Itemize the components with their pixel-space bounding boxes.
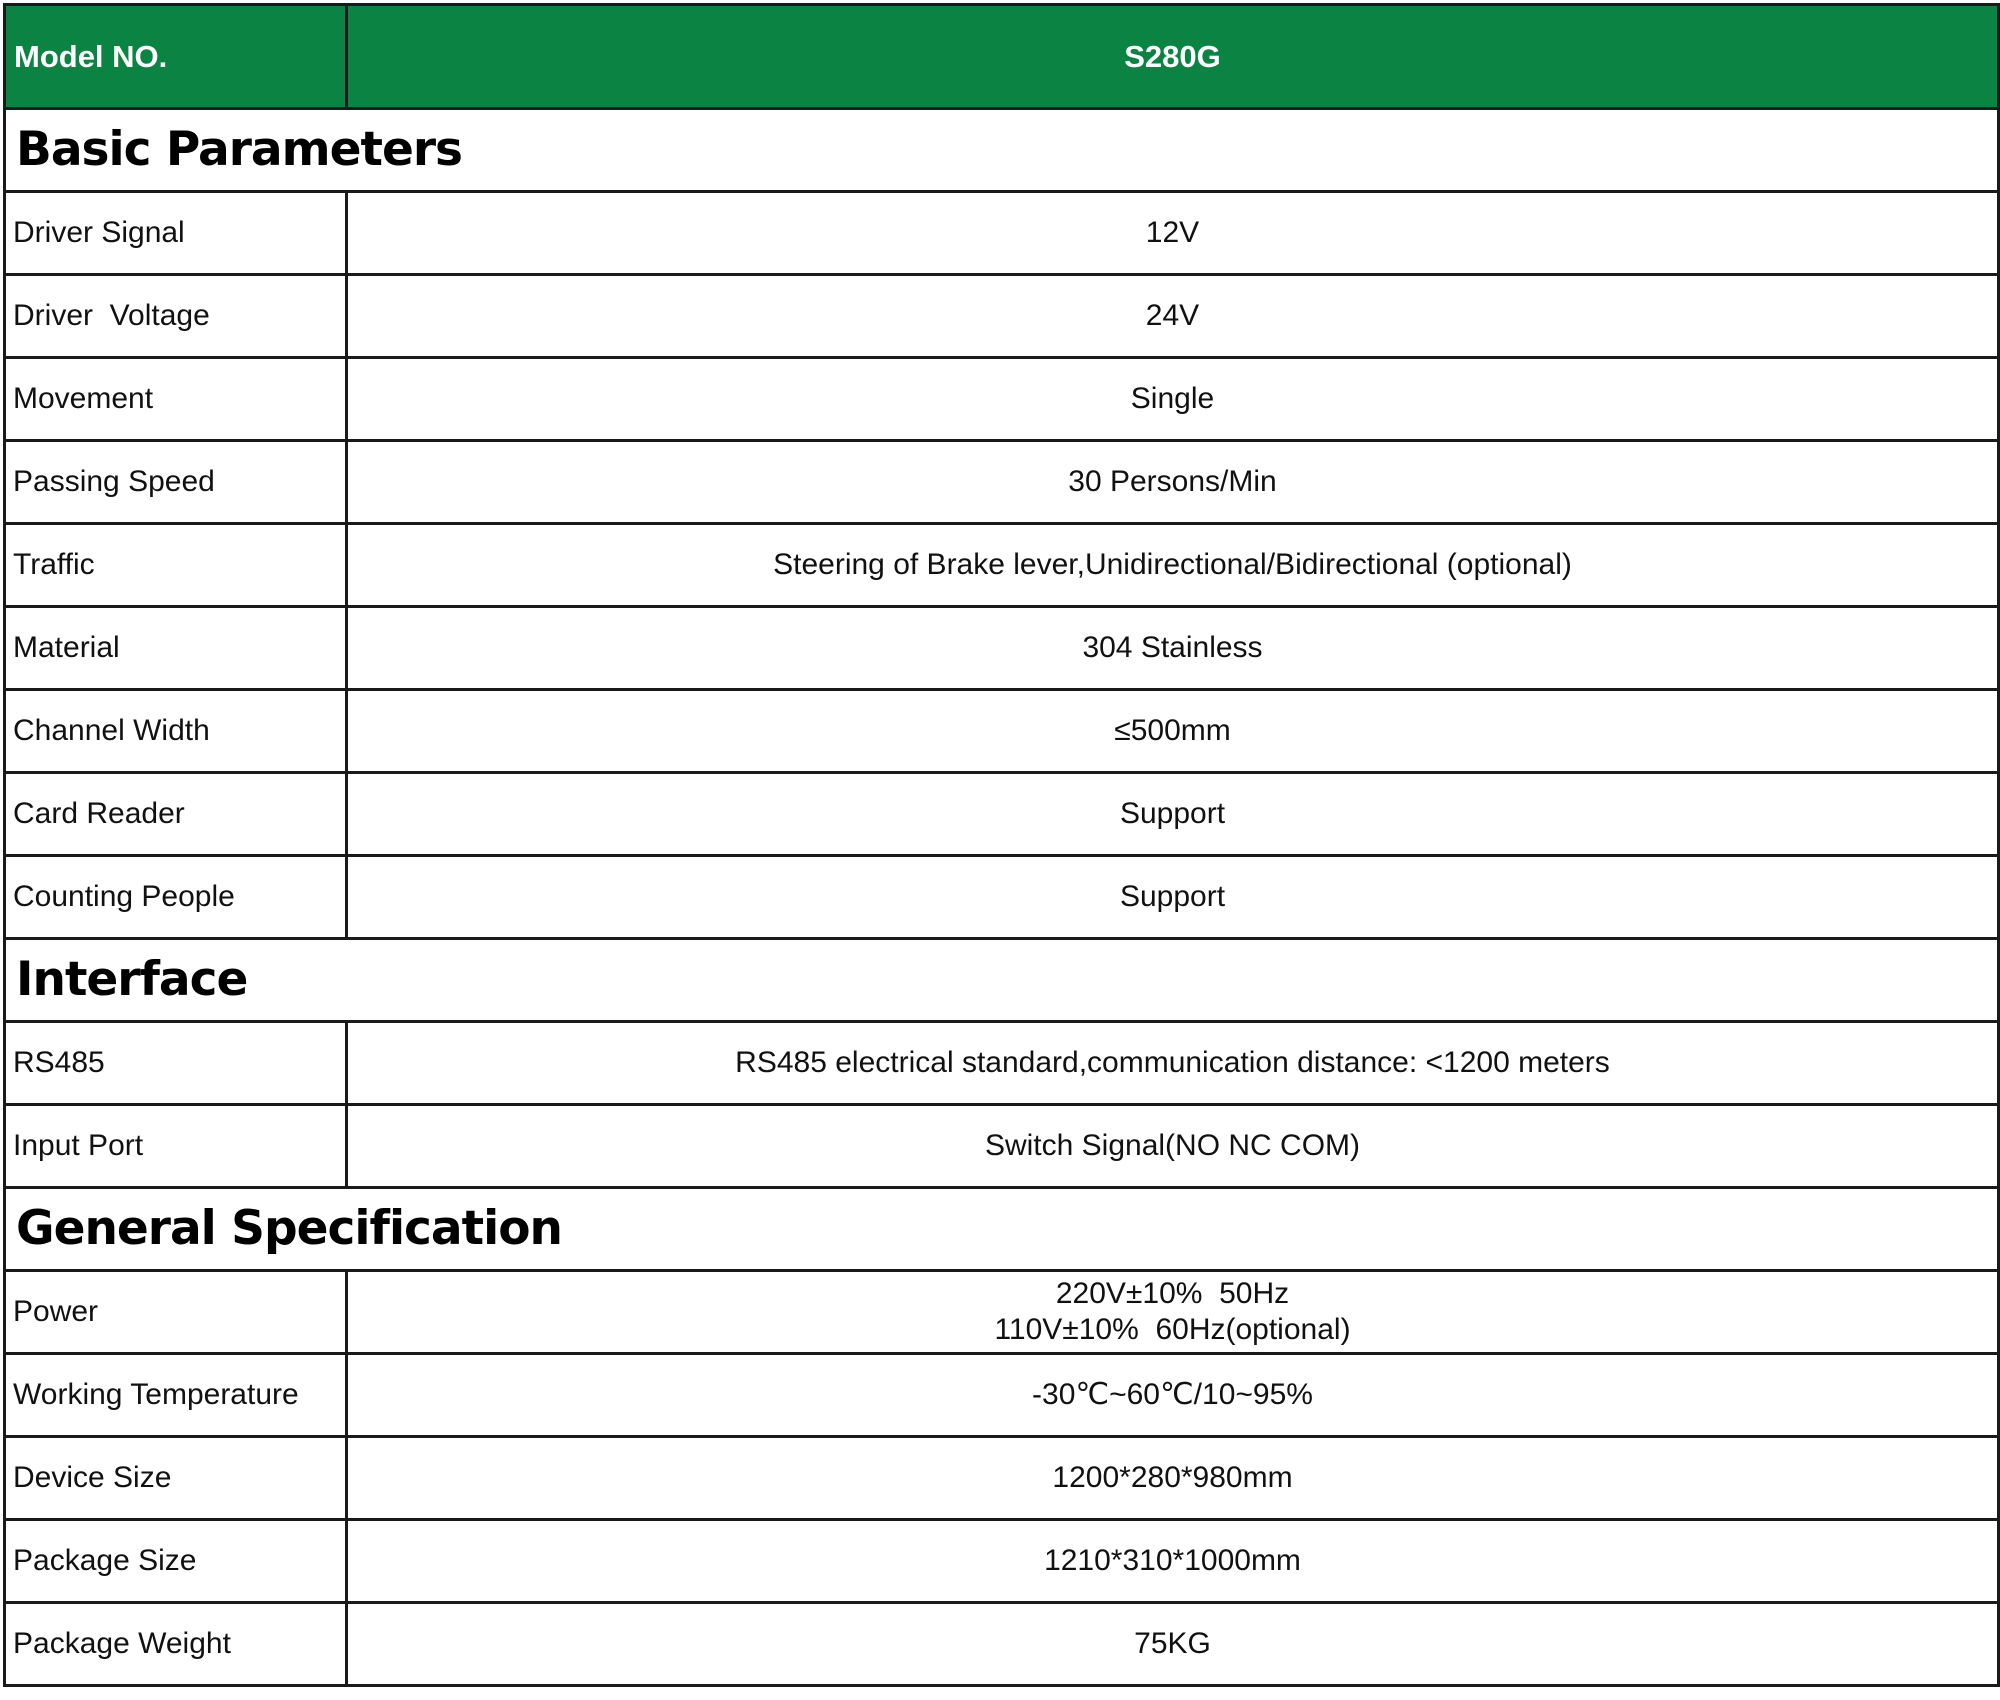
row-label: Channel Width	[5, 690, 347, 773]
row-label: Power	[5, 1271, 347, 1354]
row-value: Steering of Brake lever,Unidirectional/Bidirectional (optional)	[347, 524, 1999, 607]
row-passing-speed	[5, 441, 1999, 524]
row-value: 304 Stainless	[347, 607, 1999, 690]
row-label: Counting People	[5, 856, 347, 939]
row-label: Device Size	[5, 1437, 347, 1520]
power-value-line: 220V±10% 50Hz	[1055, 1277, 1290, 1310]
model-value: S280G	[347, 5, 1999, 109]
row-label: Movement	[5, 358, 347, 441]
row-value: -30℃~60℃/10~95%	[347, 1354, 1999, 1437]
row-label: Material	[5, 607, 347, 690]
row-channel-width	[5, 690, 1999, 773]
row-value	[347, 1271, 1999, 1354]
section-title: Basic Parameters	[5, 109, 1999, 192]
row-package-size	[5, 1520, 1999, 1603]
row-label: Traffic	[5, 524, 347, 607]
model-label: Model NO.	[5, 5, 347, 109]
row-driver-signal	[5, 192, 1999, 275]
row-input-port	[5, 1105, 1999, 1188]
row-label: Package Weight	[5, 1603, 347, 1686]
row-package-weight	[5, 1603, 1999, 1686]
row-label: Input Port	[5, 1105, 347, 1188]
row-value: 24V	[347, 275, 1999, 358]
row-driver-voltage	[5, 275, 1999, 358]
section-title: General Specification	[5, 1188, 1999, 1271]
row-label: Working Temperature	[5, 1354, 347, 1437]
row-value: Support	[347, 856, 1999, 939]
row-value: Support	[347, 773, 1999, 856]
row-movement	[5, 358, 1999, 441]
row-value: 1210*310*1000mm	[347, 1520, 1999, 1603]
row-traffic	[5, 524, 1999, 607]
section-title: Interface	[5, 939, 1999, 1022]
row-rs485	[5, 1022, 1999, 1105]
row-value: Switch Signal(NO NC COM)	[347, 1105, 1999, 1188]
row-value: RS485 electrical standard,communication distance: <1200 meters	[347, 1022, 1999, 1105]
section-heading-interface	[5, 939, 1999, 1022]
row-power	[5, 1271, 1999, 1354]
model-header-row	[5, 5, 1999, 109]
row-label: Card Reader	[5, 773, 347, 856]
row-device-size	[5, 1437, 1999, 1520]
row-counting-people	[5, 856, 1999, 939]
section-heading-basic-parameters	[5, 109, 1999, 192]
row-material	[5, 607, 1999, 690]
row-value: 12V	[347, 192, 1999, 275]
row-label: Passing Speed	[5, 441, 347, 524]
row-value: ≤500mm	[347, 690, 1999, 773]
row-label: Package Size	[5, 1520, 347, 1603]
row-value: 1200*280*980mm	[347, 1437, 1999, 1520]
spec-table	[3, 3, 2000, 1687]
row-label: RS485	[5, 1022, 347, 1105]
row-label: Driver Voltage	[5, 275, 347, 358]
row-value: 75KG	[347, 1603, 1999, 1686]
row-working-temperature	[5, 1354, 1999, 1437]
row-card-reader	[5, 773, 1999, 856]
row-value: 30 Persons/Min	[347, 441, 1999, 524]
power-value-line: 110V±10% 60Hz(optional)	[994, 1313, 1351, 1346]
row-label: Driver Signal	[5, 192, 347, 275]
row-value: Single	[347, 358, 1999, 441]
section-heading-general-specification	[5, 1188, 1999, 1271]
